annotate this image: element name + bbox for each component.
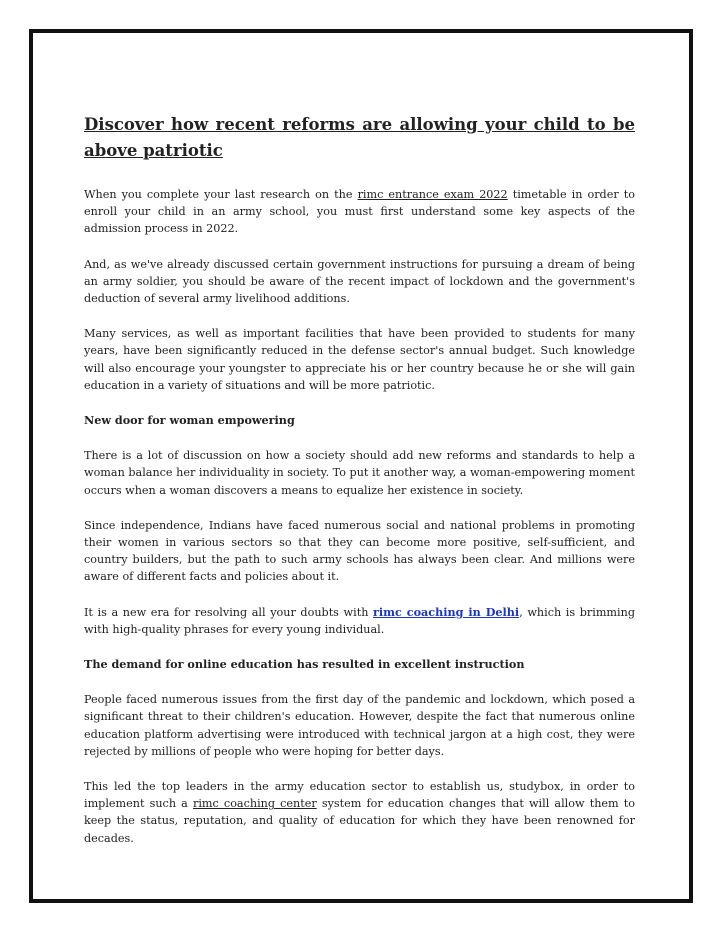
paragraph-1 bbox=[84, 186, 635, 238]
document-title: Discover how recent reforms are allowing your child to be above patriotic bbox=[84, 115, 635, 160]
rimc-coaching-delhi-link[interactable]: rimc coaching in Delhi bbox=[373, 604, 520, 619]
paragraph-8-text-before: This led the top leaders in the army education sector to establish us, studybox, in order to implement such a bbox=[84, 780, 635, 811]
paragraph-3: Many services, as well as important facilities that have been provided to students for many years, have been significantly reduced in the defense sector's annual budget. Such knowledge will also encourage your youngster to appreciate his or her country because he or she will gain education in a variety of situations and will be more patriotic. bbox=[84, 327, 635, 392]
paragraph-8 bbox=[84, 778, 635, 847]
rimc-coaching-center-link[interactable]: rimc coaching center bbox=[192, 797, 317, 811]
paragraph-2: And, as we've already discussed certain government instructions for pursuing a dream of being an army soldier, you should be aware of the recent impact of lockdown and the government's deduction of several army livelihood additions. bbox=[84, 257, 635, 306]
paragraph-5: Since independence, Indians have faced numerous social and national problems in promoting their women in various sectors so that they can become more positive, self-sufficient, and country builders, but the path to such army schools has always been clear. And millions were aware of different facts and policies about it. bbox=[84, 518, 635, 584]
paragraph-6-text-before: It is a new era for resolving all your doubts with bbox=[84, 605, 374, 619]
paragraph-4: There is a lot of discussion on how a society should add new reforms and standards to help a woman balance her individuality in society. To put it another way, a woman-empowering moment occurs when a woman discovers a means to equalize her existence in society. bbox=[84, 449, 635, 497]
rimc-entrance-exam-link[interactable]: rimc entrance exam 2022 bbox=[357, 188, 508, 201]
section-heading-woman-empowering: New door for woman empowering bbox=[84, 413, 295, 428]
paragraph-1-text-after: timetable in order to enroll your child in an army school, you must first understand some key aspects of the admission process in 2022. bbox=[84, 188, 635, 236]
paragraph-8-text-after: system for education changes that will allow them to keep the status, reputation, and quality of education for which they have been renowned for decades. bbox=[84, 797, 636, 845]
paragraph-7: People faced numerous issues from the first day of the pandemic and lockdown, which posed a significant threat to their children's education. However, despite the fact that numerous online education platform advertising were introduced with technical jargon at a high cost, they were rejected by millions of people who were hoping for better days. bbox=[84, 693, 635, 758]
paragraph-6-text-after: , which is brimming with high-quality phrases for every young individual. bbox=[84, 605, 635, 636]
paragraph-6 bbox=[84, 604, 635, 638]
section-heading-online-education: The demand for online education has resulted in excellent instruction bbox=[84, 657, 525, 672]
document-body bbox=[84, 112, 635, 865]
paragraph-1-text-before: When you complete your last research on the bbox=[84, 188, 358, 201]
